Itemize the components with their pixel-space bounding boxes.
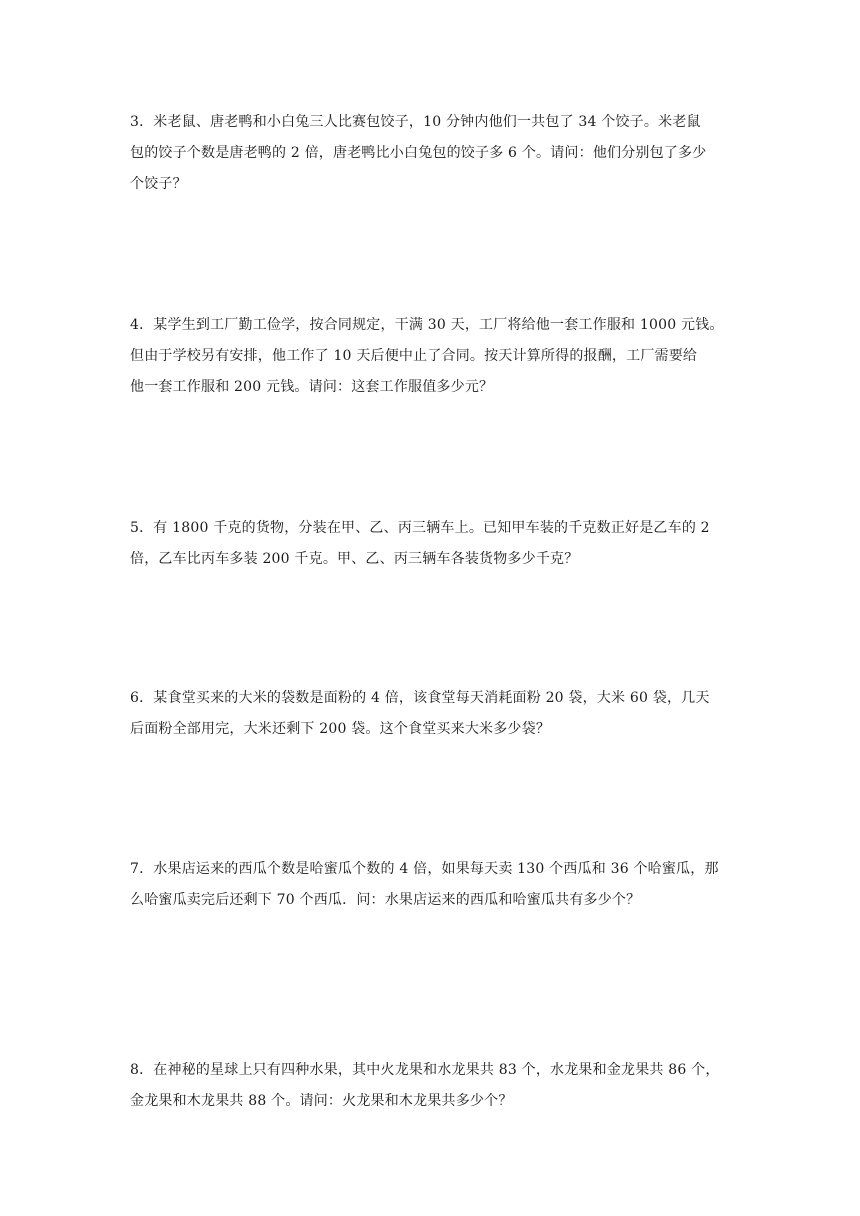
problem-8-line-1: 8．在神秘的星球上只有四种水果，其中火龙果和水龙果共 83 个，水龙果和金龙果共 86 个，	[130, 1062, 720, 1078]
problem-4	[130, 310, 732, 403]
problem-4-line-2: 但由于学校另有安排，他工作了 10 天后便中止了合同。按天计算所得的报酬，工厂需要给	[130, 348, 698, 364]
problem-7-line-2: 么哈蜜瓜卖完后还剩下 70 个西瓜．问：水果店运来的西瓜和哈蜜瓜共有多少个？	[130, 892, 641, 908]
problem-3-line-2: 包的饺子个数是唐老鸭的 2 倍，唐老鸭比小白兔包的饺子多 6 个。请问：他们分别包了多少	[130, 145, 707, 161]
problem-6-line-1: 6．某食堂买来的大米的袋数是面粉的 4 倍，该食堂每天消耗面粉 20 袋，大米 60 袋，几天	[130, 690, 710, 706]
problem-6-line-2: 后面粉全部用完，大米还剩下 200 袋。这个食堂买来大米多少袋？	[130, 721, 551, 737]
problem-7	[130, 854, 732, 916]
problem-7-line-1: 7．水果店运来的西瓜个数是哈蜜瓜个数的 4 倍，如果每天卖 130 个西瓜和 36 个哈蜜瓜，那	[130, 861, 719, 877]
problem-3-line-1: 3．米老鼠、唐老鸭和小白兔三人比赛包饺子，10 分钟内他们一共包了 34 个饺子。米老鼠	[130, 114, 701, 130]
problem-5-line-2: 倍，乙车比丙车多装 200 千克。甲、乙、丙三辆车各装货物多少千克？	[130, 551, 579, 567]
problem-3	[130, 107, 732, 200]
problem-5-line-1: 5．有 1800 千克的货物，分装在甲、乙、丙三辆车上。已知甲车装的千克数正好是乙车的 2	[130, 520, 710, 536]
problem-3-line-3: 个饺子？	[130, 176, 187, 192]
problem-4-line-1: 4．某学生到工厂勤工俭学，按合同规定，干满 30 天，工厂将给他一套工作服和 1000 元钱。	[130, 317, 724, 333]
problem-4-line-3: 他一套工作服和 200 元钱。请问：这套工作服值多少元？	[130, 379, 494, 395]
problem-8	[130, 1055, 732, 1117]
problem-5	[130, 513, 732, 575]
problem-6	[130, 683, 732, 745]
problem-8-line-2: 金龙果和木龙果共 88 个。请问：火龙果和木龙果共多少个？	[130, 1093, 513, 1109]
